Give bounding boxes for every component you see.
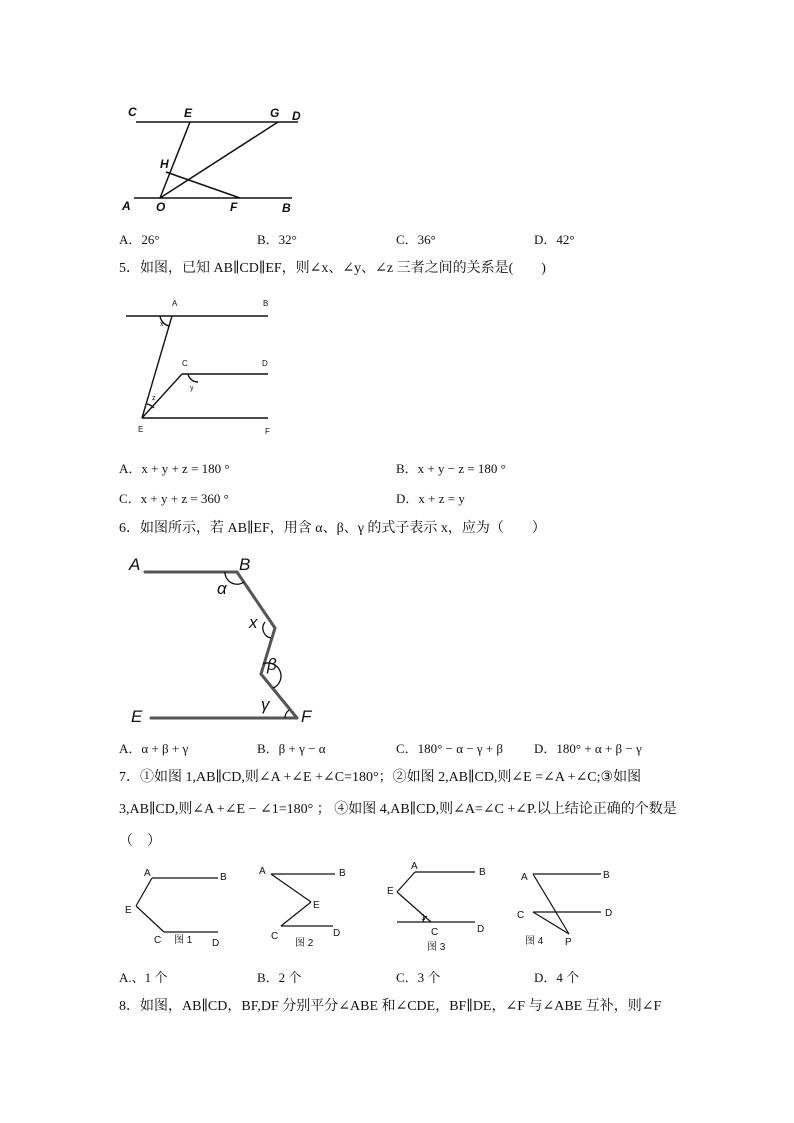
q4-label-f: F	[230, 200, 238, 214]
q4-label-d: D	[292, 109, 301, 123]
q4-option-b: B．32°	[257, 232, 297, 247]
q7-figure-2	[255, 860, 365, 950]
q7-fig3-caption: 图 3	[427, 942, 446, 953]
q6-option-c: C．180° − α − γ + β	[396, 741, 504, 756]
q5-label-d: D	[262, 359, 268, 368]
q4-figure	[120, 100, 320, 220]
q5-option-a: A．x + y + z = 180 °	[119, 461, 230, 476]
q7-fig3-label-one: 1	[421, 913, 426, 922]
q6-option-d: D．180° + α + β − γ	[534, 741, 642, 756]
q5-label-c: C	[182, 359, 188, 368]
q7-option-b: B．2 个	[257, 970, 302, 985]
q7-fig2-label-b: B	[339, 868, 346, 879]
q7-fig1-label-b: B	[220, 872, 227, 883]
q6-stem: 6．如图所示，若 AB∥EF，用含 α、β、γ 的式子表示 x，应为（ ）	[119, 521, 546, 536]
q7-option-c: C．3 个	[396, 970, 441, 985]
q4-label-o: O	[156, 200, 166, 214]
q6-label-x: x	[249, 613, 258, 632]
q7-fig1-label-c: C	[154, 935, 162, 946]
q4-label-h: H	[160, 157, 169, 171]
q6-label-f: F	[301, 707, 312, 726]
q7-fig4-label-d: D	[605, 908, 613, 919]
q6-option-b: B．β + γ − α	[257, 741, 326, 756]
q7-stem-line3: （ ）	[119, 834, 161, 849]
q5-label-y: y	[190, 385, 194, 392]
q7-fig4-label-p: P	[565, 937, 572, 948]
q5-label-b: B	[263, 299, 269, 308]
q7-fig2-caption: 图 2	[295, 938, 314, 949]
q6-label-beta: β	[267, 655, 277, 674]
q7-figure-3	[383, 856, 503, 956]
q7-fig3-label-e: E	[387, 886, 394, 897]
q5-figure	[120, 292, 290, 442]
q6-label-a: A	[129, 555, 141, 574]
q5-label-z: z	[152, 395, 156, 402]
q4-label-g: G	[270, 106, 280, 120]
q5-option-c: C．x + y + z = 360 °	[119, 491, 229, 506]
q4-label-c: C	[128, 105, 137, 119]
q7-fig1-caption: 图 1	[174, 935, 193, 946]
q6-option-a: A．α + β + γ	[119, 741, 189, 756]
q7-fig3-label-b: B	[479, 867, 486, 878]
q5-label-e: E	[138, 425, 144, 434]
q6-label-b: B	[239, 555, 251, 574]
q4-label-e: E	[184, 106, 193, 120]
q5-stem: 5．如图，已知 AB∥CD∥EF，则∠x、∠y、∠z 三者之间的关系是( )	[119, 261, 546, 276]
q6-label-gamma: γ	[261, 695, 270, 714]
q7-figure-4	[515, 860, 625, 950]
q7-fig2-label-a: A	[259, 866, 266, 877]
q4-option-a: A．26°	[119, 232, 160, 247]
q7-fig4-label-b: B	[603, 870, 610, 881]
q4-label-b: B	[282, 201, 291, 215]
q7-fig2-label-d: D	[333, 928, 341, 939]
q5-label-f: F	[265, 427, 270, 436]
q7-fig3-label-d: D	[477, 924, 485, 935]
q5-label-a: A	[172, 299, 178, 308]
q7-fig4-caption: 图 4	[525, 936, 544, 947]
q7-option-a: A.、1 个	[119, 970, 168, 985]
q7-fig1-label-d: D	[212, 938, 220, 949]
q7-fig3-label-c: C	[431, 927, 439, 938]
q7-option-d: D．4 个	[534, 970, 580, 985]
q7-fig2-label-c: C	[271, 931, 279, 942]
q7-fig1-label-a: A	[144, 868, 151, 879]
q8-stem: 8．如图，AB∥CD，BF,DF 分别平分∠ABE 和∠CDE，BF∥DE，∠F 与∠ABE 互补，则∠F	[119, 999, 662, 1014]
q5-label-x: x	[160, 321, 164, 328]
q4-option-c: C．36°	[396, 232, 436, 247]
q6-label-alpha: α	[217, 579, 227, 598]
q7-fig4-label-c: C	[517, 910, 525, 921]
q7-fig1-label-e: E	[125, 905, 132, 916]
q7-fig3-label-a: A	[411, 861, 418, 872]
q6-label-e: E	[131, 707, 143, 726]
q7-stem-line1: 7．①如图 1,AB∥CD,则∠A +∠E +∠C=180°；②如图 2,AB∥CD,则∠E =∠A +∠C;③如图	[119, 770, 642, 785]
q7-figure-1	[120, 862, 240, 952]
q6-figure	[125, 552, 325, 728]
q4-label-a: A	[122, 199, 131, 213]
q5-option-d: D．x + z = y	[396, 491, 465, 506]
q5-option-b: B．x + y − z = 180 °	[396, 461, 506, 476]
q7-fig4-label-a: A	[521, 872, 528, 883]
q7-fig2-label-e: E	[313, 900, 320, 911]
q7-stem-line2: 3,AB∥CD,则∠A +∠E − ∠1=180° ； ④如图 4,AB∥CD,则∠A=∠C +∠P.以上结论正确的个数是	[119, 802, 677, 817]
q4-option-d: D．42°	[534, 232, 575, 247]
